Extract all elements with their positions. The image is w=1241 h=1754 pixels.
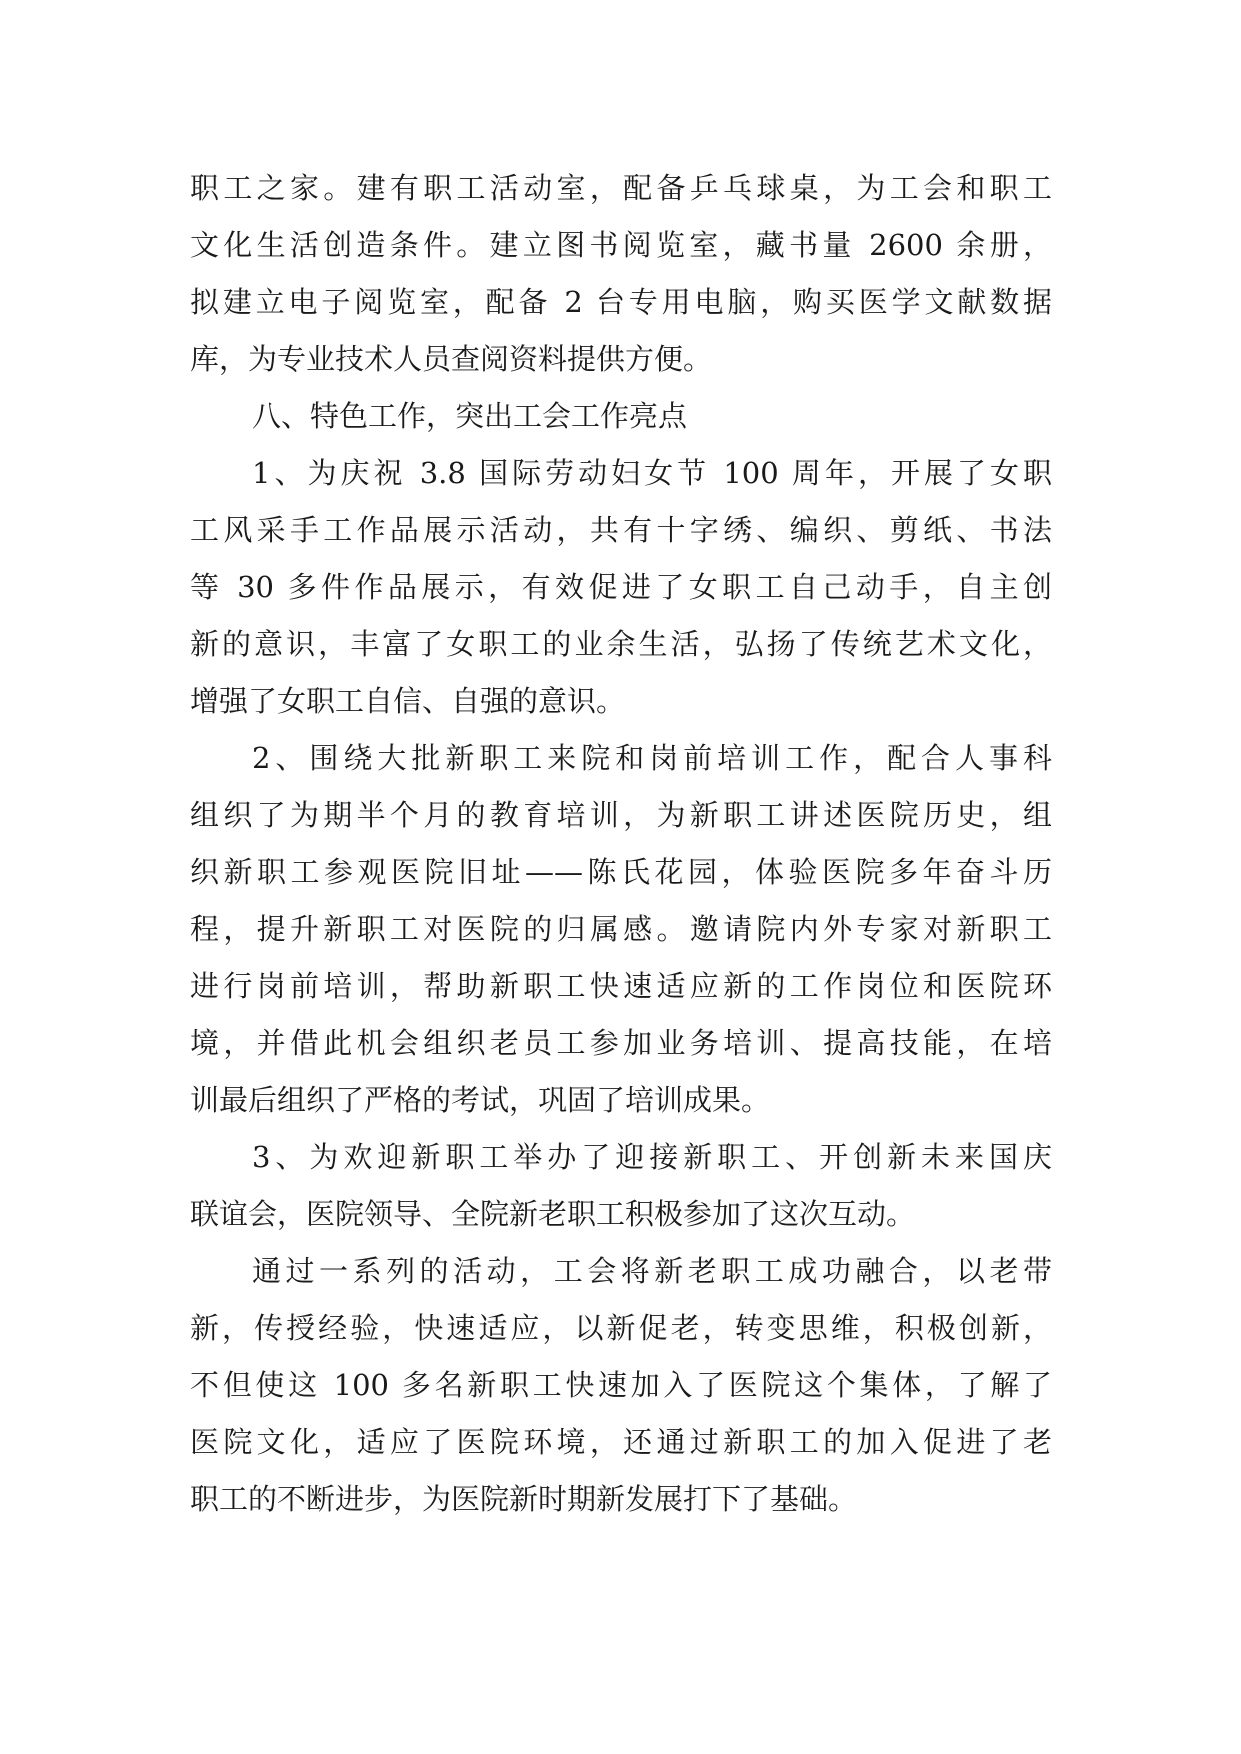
text-line: 职工之家。建有职工活动室，配备乒乓球桌，为工会和职工 bbox=[190, 171, 1052, 205]
text-line: 联谊会，医院领导、全院新老职工积极参加了这次互动。 bbox=[190, 1197, 916, 1231]
text-line: 文化生活创造条件。建立图书阅览室，藏书量 2600 余册， bbox=[190, 228, 1052, 262]
text-line: 境，并借此机会组织老员工参加业务培训、提高技能，在培 bbox=[190, 1026, 1052, 1060]
text-line: 2、围绕大批新职工来院和岗前培训工作，配合人事科 bbox=[252, 741, 1052, 775]
document-page bbox=[190, 160, 1052, 1528]
text-line: 等 30 多件作品展示，有效促进了女职工自己动手，自主创 bbox=[190, 570, 1052, 604]
text-line: 医院文化，适应了医院环境，还通过新职工的加入促进了老 bbox=[190, 1425, 1052, 1459]
text-line: 职工的不断进步，为医院新时期新发展打下了基础。 bbox=[190, 1482, 858, 1516]
text-line: 拟建立电子阅览室，配备 2 台专用电脑，购买医学文献数据 bbox=[190, 285, 1052, 319]
text-line: 1、为庆祝 3.8 国际劳动妇女节 100 周年，开展了女职 bbox=[252, 456, 1052, 490]
text-line: 进行岗前培训，帮助新职工快速适应新的工作岗位和医院环 bbox=[190, 969, 1052, 1003]
text-line: 新，传授经验，快速适应，以新促老，转变思维，积极创新， bbox=[190, 1311, 1052, 1345]
text-line: 训最后组织了严格的考试，巩固了培训成果。 bbox=[190, 1083, 771, 1117]
text-line: 织新职工参观医院旧址——陈氏花园，体验医院多年奋斗历 bbox=[190, 855, 1052, 889]
section-heading: 八、特色工作，突出工会工作亮点 bbox=[252, 399, 688, 433]
text-line: 程，提升新职工对医院的归属感。邀请院内外专家对新职工 bbox=[190, 912, 1052, 946]
text-line: 组织了为期半个月的教育培训，为新职工讲述医院历史，组 bbox=[190, 798, 1052, 832]
text-line: 增强了女职工自信、自强的意识。 bbox=[190, 684, 626, 718]
text-line: 不但使这 100 多名新职工快速加入了医院这个集体，了解了 bbox=[190, 1368, 1052, 1402]
text-line: 3、为欢迎新职工举办了迎接新职工、开创新未来国庆 bbox=[252, 1140, 1052, 1174]
text-line: 通过一系列的活动，工会将新老职工成功融合，以老带 bbox=[252, 1254, 1052, 1288]
text-line: 库，为专业技术人员查阅资料提供方便。 bbox=[190, 342, 713, 376]
text-line: 新的意识，丰富了女职工的业余生活，弘扬了传统艺术文化， bbox=[190, 627, 1052, 661]
text-line: 工风采手工作品展示活动，共有十字绣、编织、剪纸、书法 bbox=[190, 513, 1052, 547]
